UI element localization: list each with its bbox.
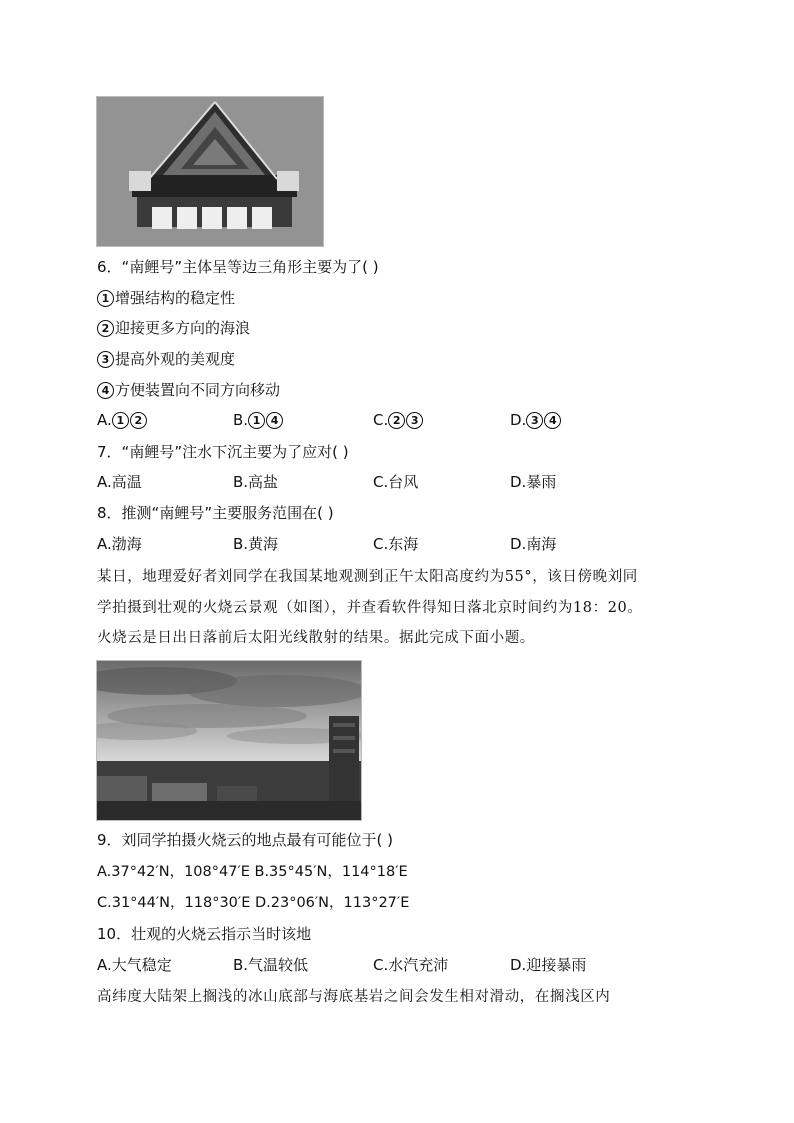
statement-text: 方便装置向不同方向移动 xyxy=(115,381,281,399)
option-c[interactable]: C.东海 xyxy=(373,535,419,553)
question-6-stem: 6．“南鲤号”主体呈等边三角形主要为了( ) xyxy=(97,258,379,276)
statement-text: 迎接更多方向的海浪 xyxy=(115,319,251,337)
circle-number: 2 xyxy=(130,412,147,429)
option-c[interactable]: C.台风 xyxy=(373,473,419,491)
option-letter: C. xyxy=(373,411,389,429)
platform-photo-icon xyxy=(97,97,323,246)
circle-number: 2 xyxy=(388,412,405,429)
question-10-stem: 10．壮观的火烧云指示当时该地 xyxy=(97,925,312,943)
question-9-stem: 9．刘同学拍摄火烧云的地点最有可能位于( ) xyxy=(97,831,394,849)
statement-text: 增强结构的稳定性 xyxy=(115,289,236,307)
passage-line: 某日，地理爱好者刘同学在我国某地观测到正午太阳高度约为55°，该日傍晚刘同 xyxy=(97,569,638,585)
circle-number: 2 xyxy=(97,320,114,337)
option-d[interactable]: D.南海 xyxy=(510,535,557,553)
passage-line: 学拍摄到壮观的火烧云景观（如图），并查看软件得知日落北京时间约为18：20。 xyxy=(97,600,643,616)
question-8-stem: 8．推测“南鲤号”主要服务范围在( ) xyxy=(97,504,334,522)
circle-number: 3 xyxy=(97,351,114,368)
statement-text: 提高外观的美观度 xyxy=(115,350,236,368)
circle-number: 1 xyxy=(248,412,265,429)
statement-4 xyxy=(97,380,280,400)
option-b[interactable]: B.黄海 xyxy=(233,535,279,553)
circle-number: 3 xyxy=(406,412,423,429)
circle-number: 3 xyxy=(526,412,543,429)
option-c[interactable]: C.水汽充沛 xyxy=(373,956,449,974)
option-b[interactable] xyxy=(233,410,284,430)
fire-cloud-photo-icon xyxy=(97,661,361,820)
option-a[interactable]: A.大气稳定 xyxy=(97,956,172,974)
option-a[interactable]: A.高温 xyxy=(97,473,142,491)
circle-number: 4 xyxy=(266,412,283,429)
option-b[interactable]: B.气温较低 xyxy=(233,956,309,974)
question-9-options-row-1[interactable]: A.37°42′N，108°47′E B.35°45′N，114°18′E xyxy=(97,864,408,880)
passage-line: 火烧云是日出日落前后太阳光线散射的结果。据此完成下面小题。 xyxy=(97,630,535,646)
option-a[interactable] xyxy=(97,410,148,430)
option-a[interactable]: A.渤海 xyxy=(97,535,142,553)
circle-number: 1 xyxy=(97,290,114,307)
statement-2 xyxy=(97,318,250,338)
option-letter: B. xyxy=(233,411,249,429)
option-d[interactable] xyxy=(510,410,562,430)
question-7-stem: 7．“南鲤号”注水下沉主要为了应对( ) xyxy=(97,443,349,461)
option-d[interactable]: D.暴雨 xyxy=(510,473,557,491)
platform-photo xyxy=(96,96,324,247)
circle-number: 4 xyxy=(544,412,561,429)
statement-1 xyxy=(97,288,235,308)
option-letter: D. xyxy=(510,411,527,429)
circle-number: 4 xyxy=(97,382,114,399)
statement-3 xyxy=(97,349,235,369)
option-c[interactable] xyxy=(373,410,424,430)
fire-cloud-photo xyxy=(96,660,362,821)
question-9-options-row-2[interactable]: C.31°44′N，118°30′E D.23°06′N，113°27′E xyxy=(97,895,410,911)
option-letter: A. xyxy=(97,411,112,429)
option-b[interactable]: B.高盐 xyxy=(233,473,279,491)
option-d[interactable]: D.迎接暴雨 xyxy=(510,956,587,974)
passage-line: 高纬度大陆架上搁浅的冰山底部与海底基岩之间会发生相对滑动，在搁浅区内 xyxy=(97,989,611,1005)
circle-number: 1 xyxy=(112,412,129,429)
